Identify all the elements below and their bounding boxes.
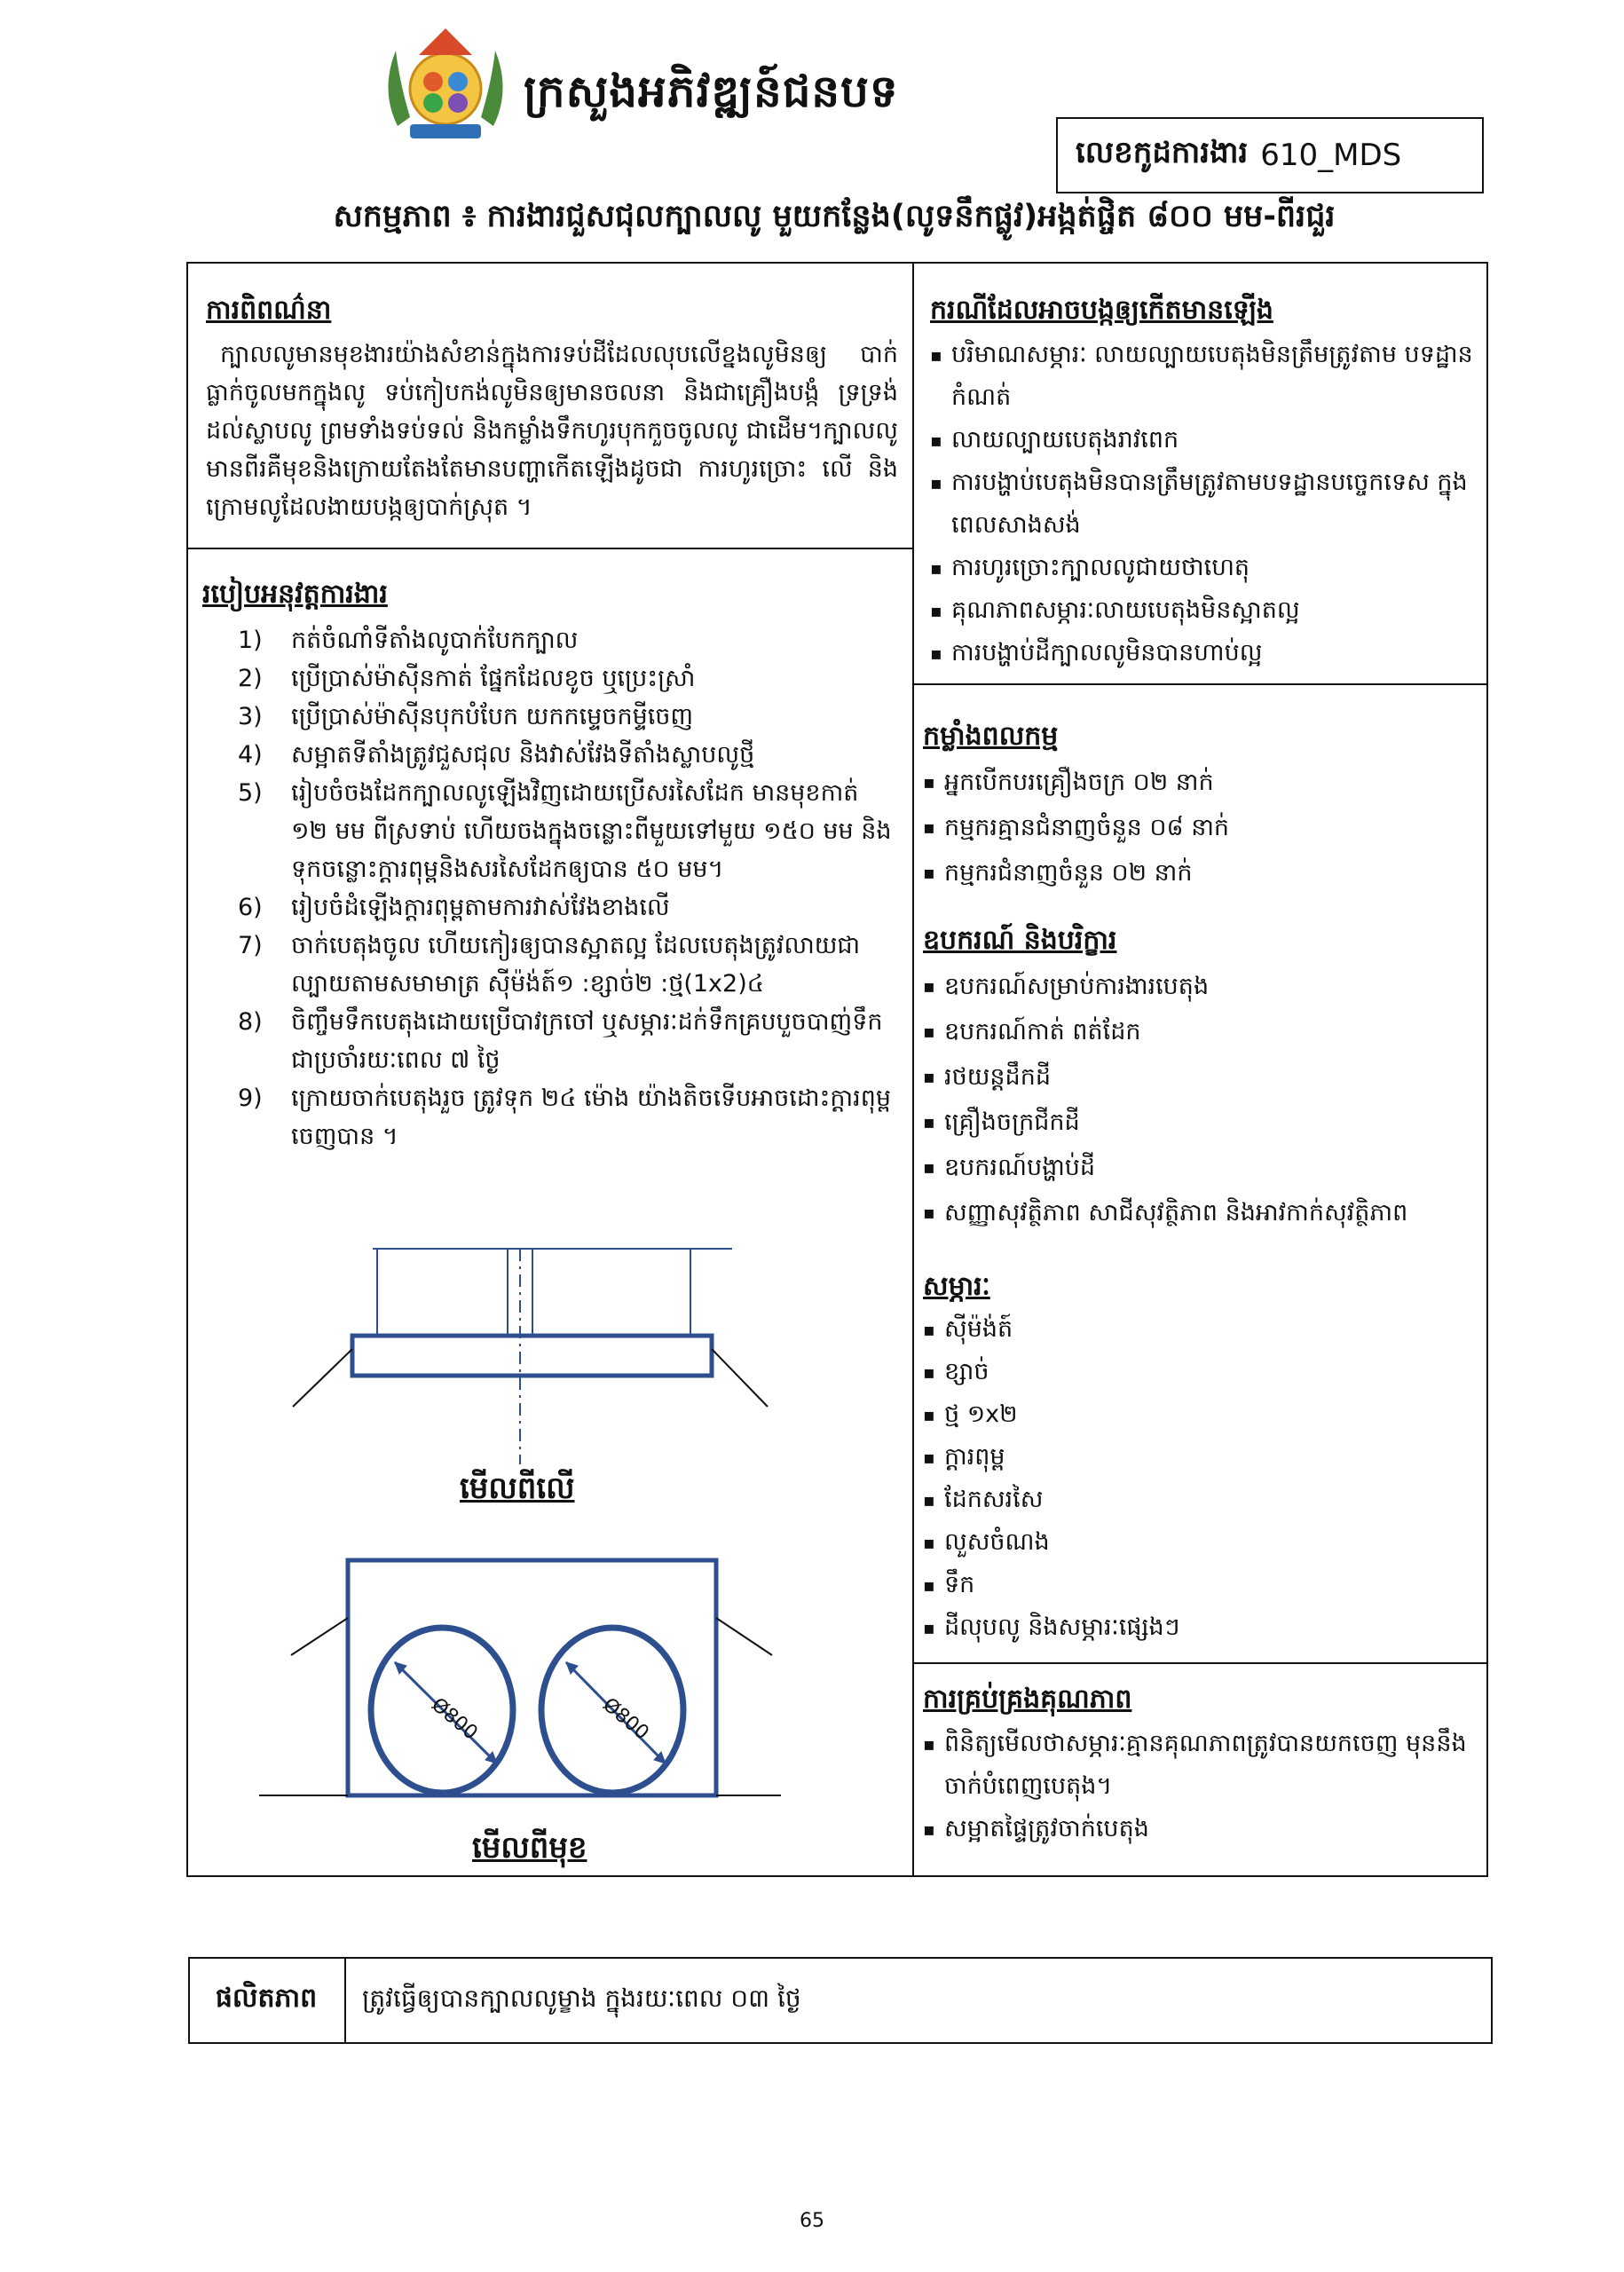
cause-item: ▪ ការបង្ហាប់ដីក្បាលលូមិនបានហាប់ល្អ bbox=[930, 632, 1480, 674]
material-item: ▪ ដែកសរសៃ bbox=[923, 1479, 1473, 1521]
cause-item: ▪ ការបង្ហាប់បេតុងមិនបានត្រឹមត្រូវតាមបទដ្ឋានបច្ចេកទេស ក្នុងពេលសាងសង់ bbox=[930, 462, 1480, 547]
equipment-item: ▪ ឧបករណ៍បង្ហាប់ដី bbox=[923, 1145, 1482, 1190]
activity-title: សកម្មភាព ៖ ការងារជួសជុលក្បាលលូ មួយកន្លែង(លូទនឹកផ្លូវ)អង្កត់ផ្ចិត ៨០០ មម-ពីរជួរ bbox=[333, 199, 1336, 234]
causes-section bbox=[930, 293, 1480, 674]
causes-title: ករណីដែលអាចបង្កឲ្យកើតមានឡើង bbox=[930, 295, 1273, 326]
equipment-item: ▪ រថយន្តដឹកដី bbox=[923, 1054, 1482, 1100]
quality-list bbox=[923, 1723, 1478, 1850]
material-item: ▪ ក្តារពុម្ព bbox=[923, 1436, 1473, 1479]
equipment-title: ឧបករណ៍ និងបរិក្ខារ bbox=[923, 925, 1117, 956]
column-divider bbox=[912, 262, 914, 1877]
pipe-diameter-label-right: Ø800 bbox=[598, 1693, 653, 1745]
ministry-name: ក្រសួងអភិវឌ្ឍន៍ជនបទ bbox=[524, 66, 899, 117]
equipment-item: ▪ សញ្ញាសុវត្ថិភាព សាជីសុវត្ថិភាព និងអាវកាក់សុវត្ថិភាព bbox=[923, 1190, 1482, 1235]
method-step: 6) រៀបចំដំឡើងក្តារពុម្ពតាមការវាស់វែងខាងលើ bbox=[238, 894, 670, 921]
top-view-label: មើលពីលើ bbox=[460, 1471, 575, 1506]
material-item: ▪ ខ្សាច់ bbox=[923, 1351, 1473, 1393]
description-text: ក្បាលលូមានមុខងារយ៉ាងសំខាន់ក្នុងការទប់ដីដែលលុបលើខ្នងលូមិនឲ្យ បាក់ធ្លាក់ចូលមកក្នុងលូ ទប់កៀបកង់លូមិនឲ្យមានចលនា និងជាគ្រឿងបង្កំ ទ្រទ្រង់ដល់ស្លាបលូ ព្រមទាំងទប់ទល់ និងកម្លាំងទឹកហូរបុកកួចចូលលូ ជាដើម។ក្បាលលូមានពីរគឺមុខនិងក្រោយតែងតែមានបញ្ហាកើតឡើងដូចជា ការហូរច្រោះ លើ និងក្រោមលូដែលងាយបង្កឲ្យបាក់ស្រុត ។ bbox=[206, 341, 898, 521]
materials-section bbox=[923, 1269, 1473, 1649]
row-divider-right-2 bbox=[912, 1662, 1488, 1664]
method-step: 4) សម្អាតទីតាំងត្រូវជួសជុល និងវាស់វែងទីតាំងស្លាបលូថ្មី bbox=[238, 741, 755, 769]
material-item: ▪ ស៊ីម៉ង់ត៍ bbox=[923, 1308, 1473, 1351]
equipment-section bbox=[923, 923, 1482, 1235]
description-section bbox=[206, 293, 898, 526]
labor-item: ▪ កម្មករជំនាញចំនួន ០២ នាក់ bbox=[923, 850, 1473, 895]
cause-item: ▪ បរិមាណសម្ភារៈ លាយល្បាយបេតុងមិនត្រឹមត្រូវតាម បទដ្ឋានកំណត់ bbox=[930, 334, 1480, 419]
materials-title: សម្ភារៈ bbox=[923, 1271, 990, 1302]
quality-title: ការគ្រប់គ្រងគុណភាព bbox=[923, 1684, 1132, 1715]
front-view-wing-left bbox=[291, 1618, 348, 1655]
labor-list bbox=[923, 760, 1473, 895]
material-item: ▪ លួសចំណង bbox=[923, 1521, 1473, 1564]
ministry-logo bbox=[380, 20, 511, 153]
method-step: 1) កត់ចំណាំទីតាំងលូបាក់បែកក្បាល bbox=[238, 627, 579, 654]
material-item: ▪ ថ្ម ១x២ bbox=[923, 1393, 1473, 1436]
material-item: ▪ ដីលុបលូ និងសម្ភារៈផ្សេងៗ bbox=[923, 1606, 1473, 1649]
cause-item: ▪ គុណភាពសម្ភារៈលាយបេតុងមិនស្អាតល្អ bbox=[930, 589, 1480, 632]
productivity-label: ផលិតភាព bbox=[188, 1957, 346, 2044]
work-code-label: លេខកូដការងារ bbox=[1076, 135, 1249, 170]
method-steps bbox=[202, 621, 899, 1156]
labor-item: ▪ កម្មករគ្មានជំនាញចំនួន ០៨ នាក់ bbox=[923, 805, 1473, 850]
method-step: 3) ប្រើប្រាស់ម៉ាស៊ីនបុកបំបែក យកកម្ទេចកម្ទីចេញ bbox=[238, 703, 694, 730]
method-step: 5) រៀបចំចងដែកក្បាលលូឡើងវិញដោយប្រើសរសៃដែក មានមុខកាត់ ១២ មម ពីស្រទាប់ ហើយចងក្នុងចន្លោះពីមួយទៅមួយ ១៥០ មម និងទុកចន្លោះក្តារពុម្ពនិងសរសៃដែកឲ្យបាន ៥០ មម។ bbox=[238, 779, 892, 883]
method-step: 8) ចិញ្ចឹមទឹកបេតុងដោយប្រើបាវក្រចៅ ឬសម្ភារៈដក់ទឹកគ្របបួចបាញ់ទឹកជាប្រចាំរយៈពេល ៧ ថ្ងៃ bbox=[238, 1008, 883, 1074]
causes-list bbox=[930, 334, 1480, 674]
material-item: ▪ ទឹក bbox=[923, 1564, 1473, 1606]
quality-item: ▪ សម្អាតផ្ទៃត្រូវចាក់បេតុង bbox=[923, 1808, 1478, 1850]
labor-section bbox=[923, 719, 1473, 895]
materials-list bbox=[923, 1308, 1473, 1649]
front-view-wing-right bbox=[716, 1618, 772, 1655]
equipment-item: ▪ គ្រឿងចក្រជីកដី bbox=[923, 1100, 1482, 1145]
method-step: 7) ចាក់បេតុងចូល ហើយកៀរឲ្យបានស្អាតល្អ ដែលបេតុងត្រូវលាយជាល្បាយតាមសមាមាត្រ ស៊ីម៉ង់ត៍១ :ខ្សាច់២ :ថ្ម(1x2)៤ bbox=[238, 932, 861, 998]
method-step: 2) ប្រើប្រាស់ម៉ាស៊ីនកាត់ ផ្នែកដែលខូច ឬប្រេះស្រាំ bbox=[238, 665, 696, 692]
culvert-drawings bbox=[248, 1238, 781, 1877]
method-title: របៀបអនុវត្តការងារ bbox=[202, 579, 388, 610]
row-divider-right-1 bbox=[912, 683, 1488, 685]
method-step: 9) ក្រោយចាក់បេតុងរួច ត្រូវទុក ២៤ ម៉ោង យ៉ាងតិចទើបអាចដោះក្តារពុម្ពចេញបាន ។ bbox=[238, 1085, 891, 1150]
labor-item: ▪ អ្នកបើកបរគ្រឿងចក្រ ០២ នាក់ bbox=[923, 760, 1473, 805]
method-section bbox=[202, 577, 899, 1156]
work-code-box bbox=[1056, 117, 1484, 193]
productivity-value: ត្រូវធ្វើឲ្យបានក្បាលលូម្ខាង ក្នុងរយៈពេល ០៣ ថ្ងៃ bbox=[362, 1983, 801, 2013]
description-title: ការពិពណ៌នា bbox=[206, 295, 332, 326]
quality-item: ▪ ពិនិត្យមើលថាសម្ភារៈគ្មានគុណភាពត្រូវបានយកចេញ មុននឹងចាក់បំពេញបេតុង។ bbox=[923, 1723, 1478, 1808]
cause-item: ▪ ការហូរច្រោះក្បាលលូជាយថាហេតុ bbox=[930, 547, 1480, 589]
equipment-list bbox=[923, 964, 1482, 1235]
labor-title: កម្លាំងពលកម្ម bbox=[923, 721, 1059, 752]
top-view-wing-left bbox=[293, 1349, 352, 1407]
cause-item: ▪ លាយល្បាយបេតុងរាវពេក bbox=[930, 419, 1480, 462]
work-code-value: 610_MDS bbox=[1260, 138, 1402, 173]
pipe-diameter-label-left: Ø800 bbox=[427, 1693, 482, 1745]
front-view-label: មើលពីមុខ bbox=[472, 1830, 587, 1866]
row-divider-left bbox=[186, 548, 912, 549]
equipment-item: ▪ ឧបករណ៍សម្រាប់ការងារបេតុង bbox=[923, 964, 1482, 1009]
page-number: 65 bbox=[800, 2210, 824, 2232]
top-view-wing-right bbox=[712, 1349, 768, 1407]
quality-section bbox=[923, 1682, 1478, 1850]
equipment-item: ▪ ឧបករណ៍កាត់ ពត់ដែក bbox=[923, 1009, 1482, 1054]
top-view-headwall bbox=[352, 1336, 712, 1376]
